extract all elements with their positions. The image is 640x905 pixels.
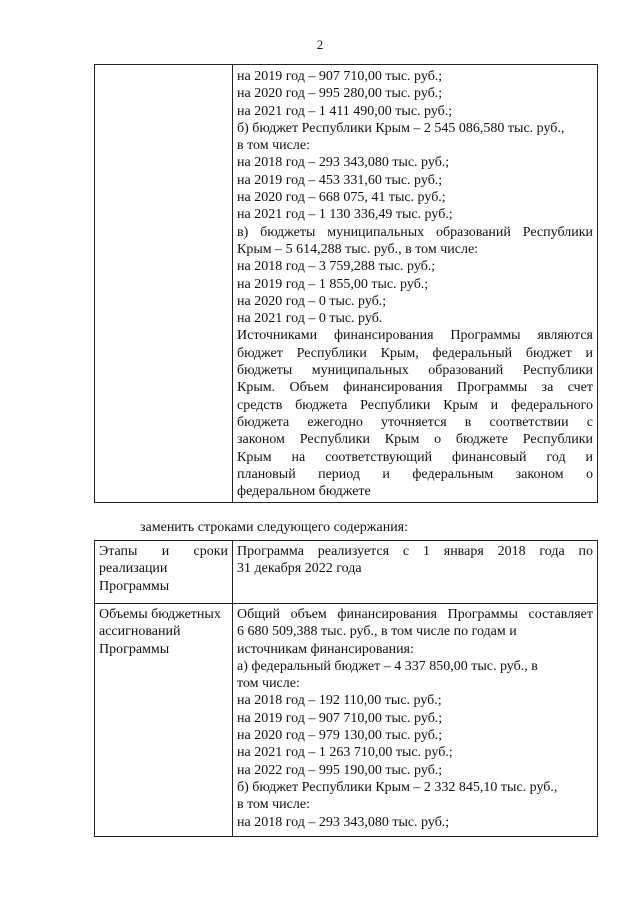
text-line: на 2021 год – 1 263 710,00 тыс. руб.; xyxy=(237,745,453,761)
paragraph-line: законом Республики Крым о бюджете Республики xyxy=(237,432,593,448)
text-line: Программа реализуется с 1 января 2018 года по xyxy=(237,544,593,559)
label-line: Программы xyxy=(99,578,170,594)
paragraph-line: федеральном бюджете xyxy=(237,484,371,500)
text-line: на 2020 год – 979 130,00 тыс. руб.; xyxy=(237,728,443,744)
text-line: на 2019 год – 907 710,00 тыс. руб.; xyxy=(237,710,443,726)
label-line: ассигнований xyxy=(99,624,181,640)
budget-value-cell xyxy=(233,604,598,837)
paragraph-line: средств бюджета Республики Крым и федерального xyxy=(237,397,593,413)
text-line: на 2018 год – 192 110,00 тыс. руб.; xyxy=(237,693,442,709)
text-line: Общий объем финансирования Программы составляет xyxy=(237,607,593,622)
paragraph-line: бюджет Республики Крым, федеральный бюджет и xyxy=(237,345,593,361)
bottom-table xyxy=(94,540,598,837)
text-line: Крым – 5 614,288 тыс. руб., в том числе: xyxy=(237,241,479,257)
text-line: на 2018 год – 293 343,080 тыс. руб.; xyxy=(237,155,450,171)
text-line: источникам финансирования: xyxy=(237,641,414,657)
label-line: реализации xyxy=(99,561,168,577)
text-line: на 2021 год – 0 тыс. руб. xyxy=(237,311,383,327)
label-line: Программы xyxy=(99,641,170,657)
replace-instruction: заменить строками следующего содержания: xyxy=(140,520,409,535)
table-row xyxy=(95,541,598,604)
table-row xyxy=(95,604,598,837)
paragraph-line: Источниками финансирования Программы являются xyxy=(237,328,593,344)
stages-value-cell xyxy=(233,541,598,604)
text-line: б) бюджет Республики Крым – 2 545 086,580 тыс. руб., xyxy=(237,120,565,136)
text-line: на 2019 год – 907 710,00 тыс. руб.; xyxy=(237,69,443,84)
text-line: на 2022 год – 995 190,00 тыс. руб.; xyxy=(237,762,443,778)
top-table-value-cell xyxy=(233,65,598,503)
text-line: на 2021 год – 1 130 336,49 тыс. руб.; xyxy=(237,207,453,223)
text-line: на 2019 год – 453 331,60 тыс. руб.; xyxy=(237,172,443,188)
text-line: на 2019 год – 1 855,00 тыс. руб.; xyxy=(237,276,429,292)
text-line: на 2021 год – 1 411 490,00 тыс. руб.; xyxy=(237,103,453,119)
page-number: 2 xyxy=(316,37,324,52)
text-line: на 2020 год – 0 тыс. руб.; xyxy=(237,293,387,309)
top-table-label-cell xyxy=(95,65,233,503)
text-line: 6 680 509,388 тыс. руб., в том числе по годам и xyxy=(237,624,517,640)
paragraph-line: бюджеты муниципальных образований Республики xyxy=(237,363,593,379)
text-line: на 2020 год – 995 280,00 тыс. руб.; xyxy=(237,86,443,102)
label-line: Объемы бюджетных xyxy=(99,607,221,622)
text-line: в том числе: xyxy=(237,138,310,154)
paragraph-line: бюджета ежегодно уточняется в соответствии с xyxy=(237,414,593,430)
text-line: в том числе: xyxy=(237,797,310,813)
paragraph-line: Крым. Объем финансирования Программы за счет xyxy=(237,380,593,396)
text-line: том числе: xyxy=(237,676,300,692)
paragraph-line: плановый период и федеральным законом о xyxy=(237,466,593,482)
budget-label-cell xyxy=(95,604,233,837)
text-line: а) федеральный бюджет – 4 337 850,00 тыс. руб., в xyxy=(237,658,538,674)
stages-label-cell xyxy=(95,541,233,604)
text-line: б) бюджет Республики Крым – 2 332 845,10 тыс. руб., xyxy=(237,779,558,795)
label-line: Этапы и сроки xyxy=(99,544,228,559)
paragraph-line: Крым на соответствующий финансовый год и xyxy=(237,449,593,465)
text-line: на 2018 год – 293 343,080 тыс. руб.; xyxy=(237,814,450,830)
text-line: на 2018 год – 3 759,288 тыс. руб.; xyxy=(237,259,436,275)
text-line: 31 декабря 2022 года xyxy=(237,561,362,577)
top-table xyxy=(94,64,598,503)
text-line: на 2020 год – 668 075, 41 тыс. руб.; xyxy=(237,190,446,206)
text-line: в) бюджеты муниципальных образований Республики xyxy=(237,224,593,240)
